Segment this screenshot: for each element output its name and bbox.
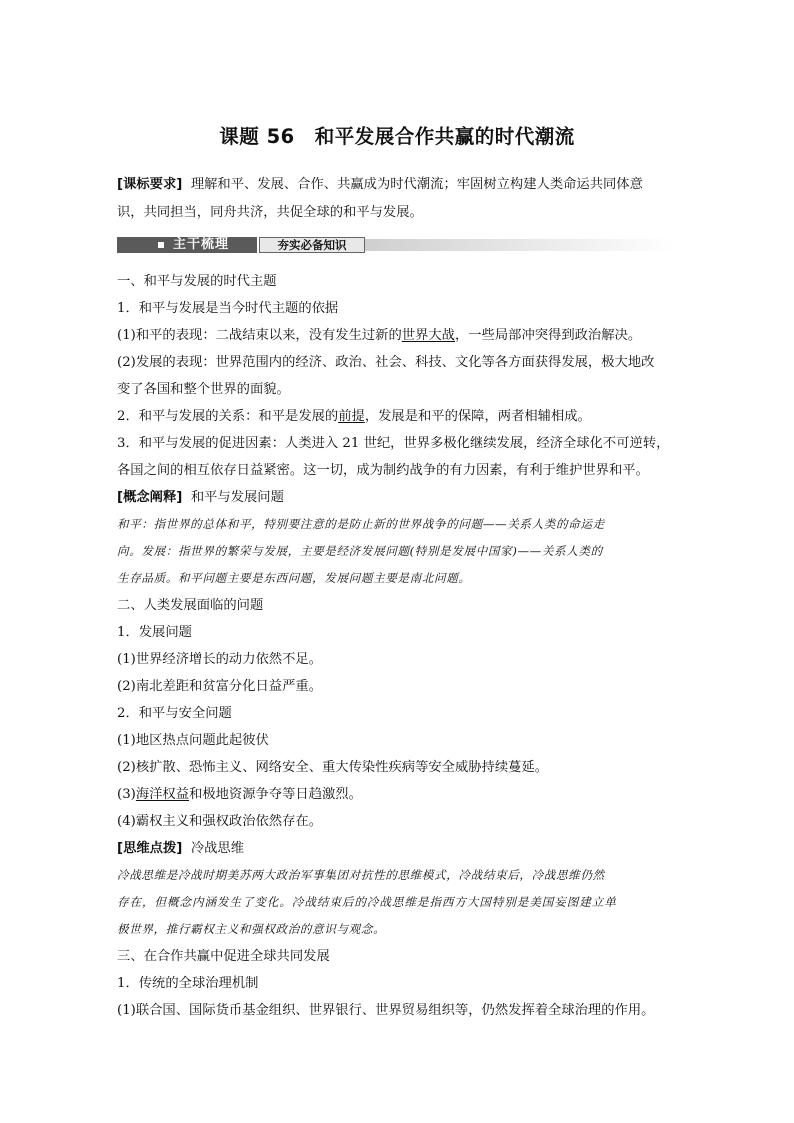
note-tag: [思维点拨] [117,841,183,856]
underlined-term: 海洋权益 [135,787,190,802]
section-heading-2: 二、人类发展面临的问题 [117,598,264,613]
note-line: 极世界，推行霸权主义和强权政治的意识与观念。 [117,922,386,936]
note-title: 冷战思维 [190,841,244,856]
note-line: 冷战思维是冷战时期美苏两大政治军事集团对抗性的思维模式，冷战结束后，冷战思维仍然 [117,868,605,882]
note-tag: [概念阐释] [117,490,183,505]
intro-line-2: 识，共同担当，同舟共济，共促全球的和平与发展。 [117,205,423,220]
paragraph: 变了各国和整个世界的面貌。 [117,382,290,397]
note-line: 和平：指世界的总体和平，特别要注意的是防止新的世界战争的问题——关系人类的命运走 [117,517,605,531]
square-bullet-icon [158,242,164,248]
intro-text-1: 理解和平、发展、合作、共赢成为时代潮流；牢固树立构建人类命运共同体意 [190,177,643,192]
section-heading-1: 一、和平与发展的时代主题 [117,274,277,289]
paragraph: 2．和平与安全问题 [117,706,232,721]
paragraph: 各国之间的相互依存日益紧密。这一切，成为制约战争的有力因素，有利于维护世界和平。 [117,463,649,478]
text-run: (3) [117,787,136,802]
curriculum-requirements [117,171,677,227]
paragraph: (2)核扩散、恐怖主义、网络安全、重大传染性疾病等安全威胁持续蔓延。 [117,760,549,775]
note-heading-concept [117,484,677,511]
paragraph: 1．和平与发展是当今时代主题的依据 [117,301,339,316]
paragraph [117,781,677,808]
note-heading-thinking [117,835,677,862]
banner-label: 主干梳理 [173,237,230,252]
note-line: 生存品质。和平问题主要是东西问题，发展问题主要是南北问题。 [117,571,471,585]
section-heading-3: 三、在合作共赢中促进全球共同发展 [117,949,330,964]
intro-line-1 [117,171,677,199]
paragraph: (1)世界经济增长的动力依然不足。 [117,652,322,667]
note-line: 存在，但概念内涵发生了变化。冷战结束后的冷战思维是指西方大国特别是美国妄图建立单 [117,895,617,909]
paragraph: (4)霸权主义和强权政治依然存在。 [117,814,322,829]
underlined-term: 前提 [338,409,365,424]
text-run: ，一些局部冲突得到政治解决。 [454,328,642,343]
paragraph: (1)地区热点问题此起彼伏 [117,733,269,748]
paragraph: 1．传统的全球治理机制 [117,976,259,991]
paragraph: 1．发展问题 [117,625,192,640]
paragraph: (1)联合国、国际货币基金组织、世界银行、世界贸易组织等，仍然发挥着全球治理的作用。 [117,1003,655,1018]
text-run: 和极地资源争夺等日趋激烈。 [189,787,362,802]
page-title: 课题 56 和平发展合作共赢的时代潮流 [219,125,575,148]
note-line: 向。发展：指世界的繁荣与发展，主要是经济发展问题(特别是发展中国家)——关系人类的 [117,544,603,558]
underlined-term: 世界大战 [401,328,455,343]
banner-fade-decoration [365,239,675,251]
banner-bar [117,237,257,253]
paragraph: (2)发展的表现：世界范围内的经济、政治、社会、科技、文化等各方面获得发展，极大地改 [117,355,655,370]
paragraph: (2)南北差距和贫富分化日益严重。 [117,679,322,694]
text-run: (1)和平的表现：二战结束以来，没有发生过新的 [117,328,402,343]
requirements-tag: [课标要求] [117,177,183,192]
text-run: ，发展是和平的保障，两者相辅相成。 [364,409,591,424]
banner-sublabel: 夯实必备知识 [259,237,365,253]
paragraph: 3．和平与发展的促进因素：人类进入 21 世纪，世界多极化继续发展，经济全球化不可逆转， [117,436,670,451]
text-run: 2．和平与发展的关系：和平是发展的 [117,409,339,424]
note-title: 和平与发展问题 [190,490,284,505]
main-content [117,268,677,1024]
paragraph [117,403,677,430]
paragraph [117,322,677,349]
section-banner [117,235,675,255]
